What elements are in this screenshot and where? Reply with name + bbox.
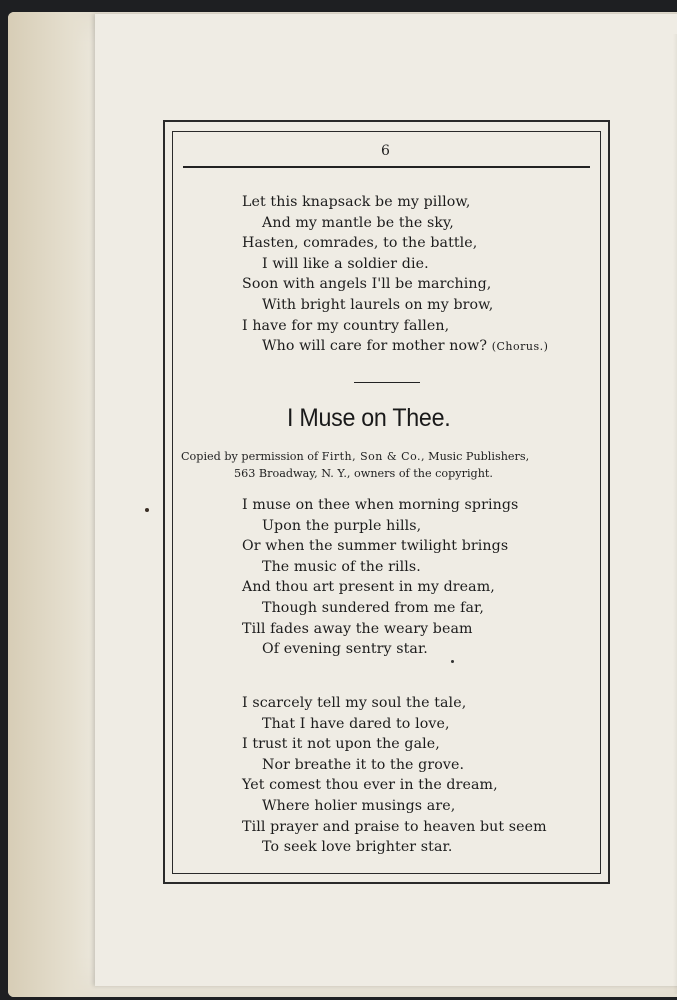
stanza-2 xyxy=(0,693,677,858)
stanza-line: I scarcely tell my soul the tale, xyxy=(242,695,467,711)
stanza-line: That I have dared to love, xyxy=(262,715,450,732)
verse-line: Hasten, comrades, to the battle, xyxy=(242,235,478,252)
verse-line: I have for my country fallen, xyxy=(242,317,450,334)
ink-dot xyxy=(451,660,454,663)
verse-line: And my mantle be the sky, xyxy=(262,214,454,231)
header-rule xyxy=(183,166,590,168)
stanza-line: Nor breathe it to the grove. xyxy=(262,756,465,773)
credit-text: , Music Publishers, xyxy=(421,450,530,463)
credit-text: Copied by permission of xyxy=(181,450,322,463)
stanza-line: Till prayer and praise to heaven but seem xyxy=(242,818,547,835)
publisher-name: Firth, Son & Co. xyxy=(321,450,421,463)
stanza-line: Or when the summer twilight brings xyxy=(242,538,509,555)
credit-line-1 xyxy=(0,448,677,465)
stanza-line: I trust it not upon the gale, xyxy=(242,736,440,753)
stanza-line: To seek love brighter star. xyxy=(262,839,453,856)
stanza-line: Till fades away the weary beam xyxy=(242,620,473,637)
chorus-note: (Chorus.) xyxy=(491,340,549,354)
stanza-line: Of evening sentry star. xyxy=(262,641,428,658)
stanza-line: Where holier musings are, xyxy=(262,797,456,814)
section-divider xyxy=(354,382,420,383)
song-title: I Muse on Thee. xyxy=(287,404,451,432)
verse-line: Let this knapsack be my pillow, xyxy=(242,194,471,210)
stanza-line: The music of the rills. xyxy=(262,558,421,575)
stanza-line: Upon the purple hills, xyxy=(262,517,422,534)
stanza-line: And thou art present in my dream, xyxy=(242,579,495,596)
page-number: 6 xyxy=(381,143,390,159)
stanza-line: Though sundered from me far, xyxy=(262,599,484,616)
verse-line: With bright laurels on my brow, xyxy=(262,296,494,313)
copyright-credit xyxy=(0,448,677,482)
stanza-1 xyxy=(0,495,677,660)
verse-text: Who will care for mother now? xyxy=(262,338,488,355)
credit-line-2: 563 Broadway, N. Y., owners of the copyright. xyxy=(234,467,493,480)
verse-line: I will like a soldier die. xyxy=(262,255,429,272)
verse-continued xyxy=(0,192,677,358)
verse-line-last xyxy=(0,336,677,358)
stanza-line: Yet comest thou ever in the dream, xyxy=(242,777,498,794)
stanza-line: I muse on thee when morning springs xyxy=(242,497,519,513)
verse-line: Soon with angels I'll be marching, xyxy=(242,276,492,293)
paper-spot xyxy=(145,508,149,512)
